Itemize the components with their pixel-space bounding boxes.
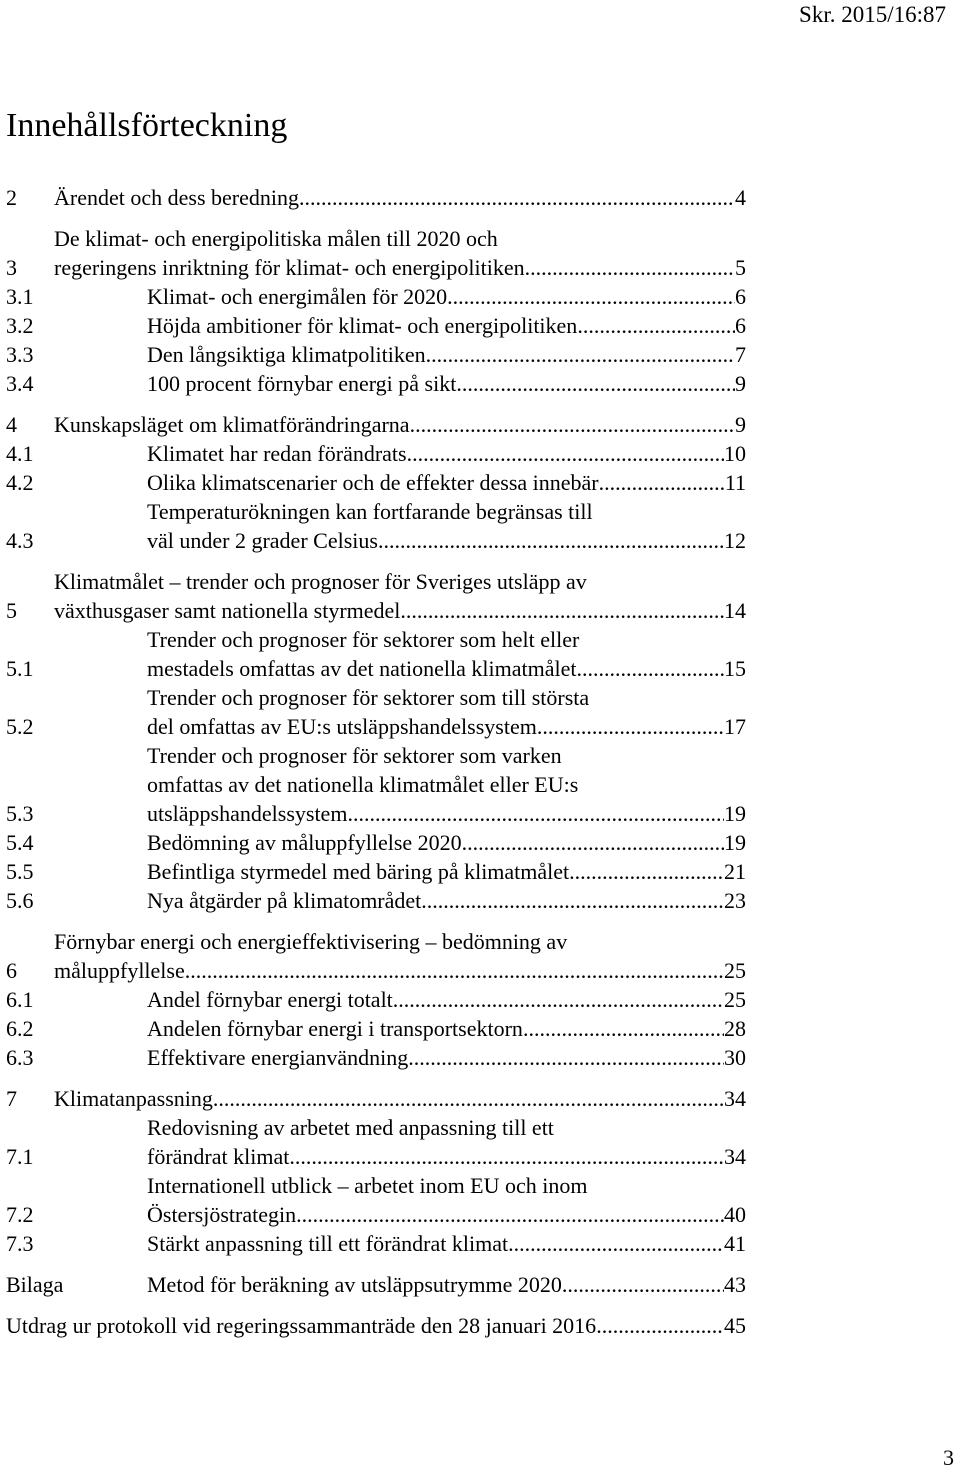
toc-entry-title-line: Klimat- och energimålen för 2020 <box>147 284 448 309</box>
toc-entry-title-line: måluppfyllelse <box>54 958 185 983</box>
dot-leader <box>508 1229 724 1258</box>
toc-entry[interactable] <box>6 625 746 683</box>
toc-entry-page: 10 <box>724 441 746 466</box>
dot-leader <box>299 183 735 212</box>
toc-entry-title-line: utsläppshandelssystem <box>147 801 348 826</box>
toc-entry-page: 40 <box>724 1202 746 1227</box>
dot-leader <box>462 828 724 857</box>
dot-leader <box>347 799 724 828</box>
toc-entry-page: 25 <box>724 987 746 1012</box>
toc-entry-page: 9 <box>735 412 746 437</box>
toc-entry-page: 19 <box>724 830 746 855</box>
toc-entry-page: 41 <box>724 1231 746 1256</box>
toc-entry-number: 5.1 <box>6 656 34 681</box>
dot-leader <box>525 253 735 282</box>
toc-entry-page: 12 <box>724 528 746 553</box>
dot-leader <box>393 985 724 1014</box>
toc-entry-number: 6.3 <box>6 1045 34 1070</box>
toc-entry-number: 5.3 <box>6 801 34 826</box>
dot-leader <box>296 1200 724 1229</box>
toc-entry-title-line: Redovisning av arbetet med anpassning till ett <box>147 1115 554 1140</box>
toc-entry[interactable] <box>6 985 746 1014</box>
toc-entry-page: 19 <box>724 801 746 826</box>
toc-entry-page: 45 <box>724 1313 746 1338</box>
toc-entry-page: 14 <box>724 598 746 623</box>
dot-leader <box>421 886 724 915</box>
dot-leader <box>537 712 724 741</box>
toc-entry[interactable] <box>6 828 746 857</box>
toc-entry-page: 25 <box>724 958 746 983</box>
toc-entry-number: 7.2 <box>6 1202 34 1227</box>
toc-entry-number: 2 <box>6 185 17 210</box>
toc-entry[interactable] <box>6 1229 746 1258</box>
page-number: 3 <box>943 1445 954 1470</box>
dot-leader <box>596 1311 724 1340</box>
dot-leader <box>577 311 735 340</box>
dot-leader <box>185 956 724 985</box>
toc-entry-number: 5.6 <box>6 888 34 913</box>
toc-entry-number: 3.3 <box>6 342 34 367</box>
dot-leader <box>408 1043 724 1072</box>
toc-entry-number: 7.1 <box>6 1144 34 1169</box>
dot-leader <box>213 1084 724 1113</box>
toc-entry-title-line: Olika klimatscenarier och de effekter dessa innebär <box>147 470 599 495</box>
toc-entry[interactable] <box>6 497 746 555</box>
toc-entry-number: 4 <box>6 412 17 437</box>
toc-entry-title-line: Klimatanpassning <box>54 1086 213 1111</box>
dot-leader <box>289 1142 724 1171</box>
dot-leader <box>599 468 725 497</box>
toc-entry[interactable] <box>6 282 746 311</box>
toc-entry-number: 6.1 <box>6 987 34 1012</box>
dot-leader <box>407 439 724 468</box>
toc-entry-page: 21 <box>724 859 746 884</box>
toc-entry-page: 6 <box>735 313 746 338</box>
dot-leader <box>410 410 735 439</box>
toc-entry-title-line: Bedömning av måluppfyllelse 2020 <box>147 830 462 855</box>
toc-entry[interactable] <box>6 369 746 398</box>
toc-entry-page: 6 <box>735 284 746 309</box>
toc-entry-title-line: De klimat- och energipolitiska målen till 2020 och <box>54 226 498 251</box>
toc-entry-title-line: regeringens inriktning för klimat- och energipolitiken <box>54 255 525 280</box>
toc-entry-title-line: Trender och prognoser för sektorer som helt eller <box>147 627 580 652</box>
dot-leader <box>400 596 724 625</box>
toc-entry-number: 3 <box>6 255 17 280</box>
dot-leader <box>456 369 735 398</box>
toc-entry-number: 6.2 <box>6 1016 34 1041</box>
toc-entry-title-line: växthusgaser samt nationella styrmedel <box>54 598 401 623</box>
toc-entry-number: 5.2 <box>6 714 34 739</box>
toc-entry-title-line: förändrat klimat <box>147 1144 290 1169</box>
toc-entry-title-line: Höjda ambitioner för klimat- och energipolitiken <box>147 313 578 338</box>
dot-leader <box>576 654 724 683</box>
toc-entry-title-line: Ärendet och dess beredning <box>54 185 299 210</box>
toc-entry-title-line: Metod för beräkning av utsläppsutrymme 2020 <box>147 1272 562 1297</box>
toc-entry-page: 34 <box>724 1144 746 1169</box>
toc-entry-title-line: Östersjöstrategin <box>147 1202 297 1227</box>
dot-leader <box>562 1270 724 1299</box>
document-reference: Skr. 2015/16:87 <box>799 2 946 27</box>
toc-entry-page: 5 <box>735 255 746 280</box>
toc-entry[interactable] <box>6 1014 746 1043</box>
toc-entry[interactable] <box>6 1311 746 1340</box>
toc-entry-title-line: del omfattas av EU:s utsläppshandelssystem <box>147 714 537 739</box>
dot-leader <box>447 282 735 311</box>
toc-entry[interactable] <box>6 224 746 282</box>
toc-entry[interactable] <box>6 468 746 497</box>
toc-entry-number: 7.3 <box>6 1231 34 1256</box>
toc-entry-number: 6 <box>6 958 17 983</box>
dot-leader <box>569 857 724 886</box>
toc-entry-page: 28 <box>724 1016 746 1041</box>
toc-entry-title-line: Effektivare energianvändning <box>147 1045 409 1070</box>
toc-entry[interactable] <box>6 857 746 886</box>
dot-leader <box>378 526 724 555</box>
toc-entry[interactable] <box>6 741 746 828</box>
toc-entry[interactable] <box>6 927 746 985</box>
toc-entry-title-line: väl under 2 grader Celsius <box>147 528 378 553</box>
toc-entry-title-line: Trender och prognoser för sektorer som till största <box>147 685 590 710</box>
toc-entry[interactable] <box>6 683 746 741</box>
toc-entry-title-line: Trender och prognoser för sektorer som varken <box>147 743 562 768</box>
toc-entry-page: 11 <box>724 470 746 495</box>
toc-entry-number: 3.2 <box>6 313 34 338</box>
toc-entry-title-line: Andelen förnybar energi i transportsektorn <box>147 1016 523 1041</box>
toc-entry-title-line: Utdrag ur protokoll vid regeringssammanträde den 28 januari 2016 <box>6 1313 597 1338</box>
toc-entry-page: 30 <box>724 1045 746 1070</box>
toc-entry-page: 34 <box>724 1086 746 1111</box>
toc-entry[interactable] <box>6 340 746 369</box>
toc-entry-title-line: Temperaturökningen kan fortfarande begränsas till <box>147 499 593 524</box>
toc-entry-title-line: Nya åtgärder på klimatområdet <box>147 888 422 913</box>
toc-entry-title-line: Internationell utblick – arbetet inom EU och inom <box>147 1173 588 1198</box>
toc-entry-title-line: mestadels omfattas av det nationella klimatmålet <box>147 656 577 681</box>
toc-entry-page: 7 <box>735 342 746 367</box>
toc-entry-number: 3.1 <box>6 284 34 309</box>
toc-entry[interactable] <box>6 183 746 212</box>
toc-entry-page: 15 <box>724 656 746 681</box>
toc-entry-title-line: Klimatmålet – trender och prognoser för Sveriges utsläpp av <box>54 569 587 594</box>
toc-entry-page: 9 <box>735 371 746 396</box>
toc-entry-number: 4.1 <box>6 441 34 466</box>
toc-entry-title-line: Den långsiktiga klimatpolitiken <box>147 342 426 367</box>
toc-entry-page: 23 <box>724 888 746 913</box>
toc-entry-title-line: Klimatet har redan förändrats <box>147 441 407 466</box>
toc-entry-number: 4.2 <box>6 470 34 495</box>
toc-entry-number: 5.4 <box>6 830 34 855</box>
toc-entry-page: 4 <box>735 185 746 210</box>
toc-entry[interactable] <box>6 1270 746 1299</box>
toc-entry-number: 5 <box>6 598 17 623</box>
toc-entry[interactable] <box>6 567 746 625</box>
toc-entry[interactable] <box>6 1113 746 1171</box>
toc-entry-title-line: Andel förnybar energi totalt <box>147 987 393 1012</box>
toc-entry-title-line: Förnybar energi och energieffektivisering – bedömning av <box>54 929 568 954</box>
toc-entry-number: 5.5 <box>6 859 34 884</box>
toc-entry-title-line: Befintliga styrmedel med bäring på klimatmålet <box>147 859 570 884</box>
toc-entry-title-line: Stärkt anpassning till ett förändrat klimat <box>147 1231 509 1256</box>
toc-entry[interactable] <box>6 311 746 340</box>
toc-entry-title-line: omfattas av det nationella klimatmålet eller EU:s <box>147 772 579 797</box>
toc-title: Innehållsförteckning <box>6 107 288 144</box>
toc-entry-title-line: Kunskapsläget om klimatförändringarna <box>54 412 410 437</box>
toc-entry[interactable] <box>6 1084 746 1113</box>
dot-leader <box>523 1014 724 1043</box>
toc-entry-title-line: 100 procent förnybar energi på sikt <box>147 371 457 396</box>
toc-entry-page: 43 <box>724 1272 746 1297</box>
table-of-contents <box>6 183 746 1340</box>
toc-entry-number: 3.4 <box>6 371 34 396</box>
toc-entry[interactable] <box>6 1171 746 1229</box>
toc-entry[interactable] <box>6 1043 746 1072</box>
toc-entry-page: 17 <box>724 714 746 739</box>
dot-leader <box>426 340 735 369</box>
toc-entry-number: 7 <box>6 1086 17 1111</box>
toc-entry-number: Bilaga <box>6 1272 64 1297</box>
toc-entry[interactable] <box>6 886 746 915</box>
toc-entry[interactable] <box>6 439 746 468</box>
toc-entry[interactable] <box>6 410 746 439</box>
toc-entry-number: 4.3 <box>6 528 34 553</box>
